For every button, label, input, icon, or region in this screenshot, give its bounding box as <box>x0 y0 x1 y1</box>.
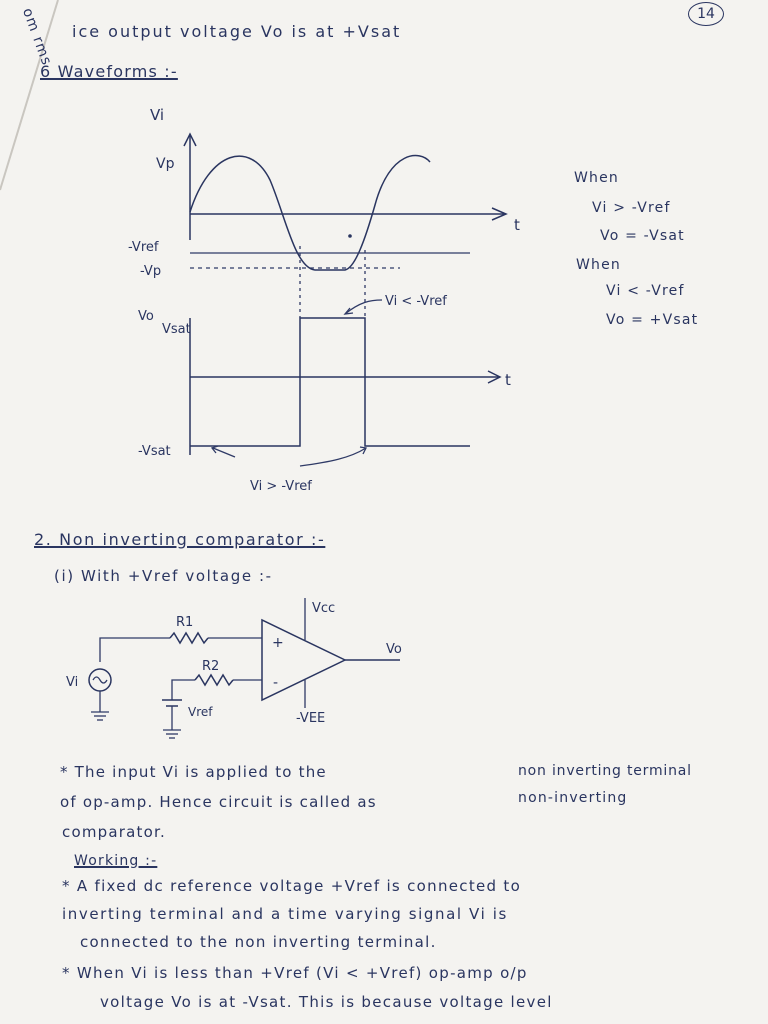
body-line-1a: * The input Vi is applied to the <box>60 763 327 781</box>
noninv-plus: + <box>272 635 284 651</box>
t-label-2: t <box>505 371 511 389</box>
section-subtitle: (i) With +Vref voltage :- <box>54 567 273 585</box>
vi-axis-label: Vi <box>150 106 165 124</box>
body-line-8: voltage Vo is at -Vsat. This is because voltage level <box>100 993 553 1011</box>
r1-resistor <box>170 633 208 643</box>
page-number: 14 <box>697 6 715 22</box>
comparator-circuit <box>0 590 768 850</box>
waveform-graph <box>0 0 768 500</box>
when-2: When <box>576 257 622 273</box>
output-square-wave <box>190 318 470 446</box>
note-low: Vi < -Vref <box>385 294 447 309</box>
vo-label: Vo <box>386 642 402 657</box>
neg-vref-label: -Vref <box>128 240 159 255</box>
result-2: Vo = +Vsat <box>606 312 699 328</box>
section-title: 2. Non inverting comparator :- <box>34 530 326 549</box>
when-1: When <box>574 170 620 186</box>
cond-2: Vi < -Vref <box>606 283 685 299</box>
neg-vp-label: -Vp <box>140 264 162 279</box>
vp-label: Vp <box>156 156 175 172</box>
body-line-5: inverting terminal and a time varying signal Vi is <box>62 905 508 923</box>
body-line-3: comparator. <box>62 823 166 841</box>
working-heading: Working :- <box>74 853 158 869</box>
body-line-2b: non-inverting <box>518 790 628 806</box>
margin-text: om rms <box>18 6 55 69</box>
body-line-6: connected to the non inverting terminal. <box>80 933 437 951</box>
vee-label: -VEE <box>296 711 326 726</box>
waveforms-heading: 6 Waveforms :- <box>40 62 178 81</box>
vsat-label: Vsat <box>162 322 191 337</box>
r1-label: R1 <box>176 615 194 630</box>
vref-label: Vref <box>188 705 213 719</box>
r2-resistor <box>195 675 233 685</box>
body-line-2a: of op-amp. Hence circuit is called as <box>60 793 377 811</box>
vi-label: Vi <box>66 675 79 690</box>
header-line: ice output voltage Vo is at +Vsat <box>72 22 402 41</box>
neg-vsat-label: -Vsat <box>138 444 171 459</box>
result-1: Vo = -Vsat <box>600 228 685 244</box>
body-line-4: * A fixed dc reference voltage +Vref is connected to <box>62 877 522 895</box>
t-label-1: t <box>514 216 520 234</box>
inv-minus: - <box>273 675 279 691</box>
vo-axis-label: Vo <box>138 309 154 324</box>
vcc-label: Vcc <box>312 601 336 616</box>
note-high: Vi > -Vref <box>250 479 312 494</box>
cond-1: Vi > -Vref <box>592 200 671 216</box>
body-line-1b: non inverting terminal <box>518 763 692 779</box>
r2-label: R2 <box>202 659 220 674</box>
body-line-7: * When Vi is less than +Vref (Vi < +Vref) op-amp o/p <box>62 964 528 982</box>
